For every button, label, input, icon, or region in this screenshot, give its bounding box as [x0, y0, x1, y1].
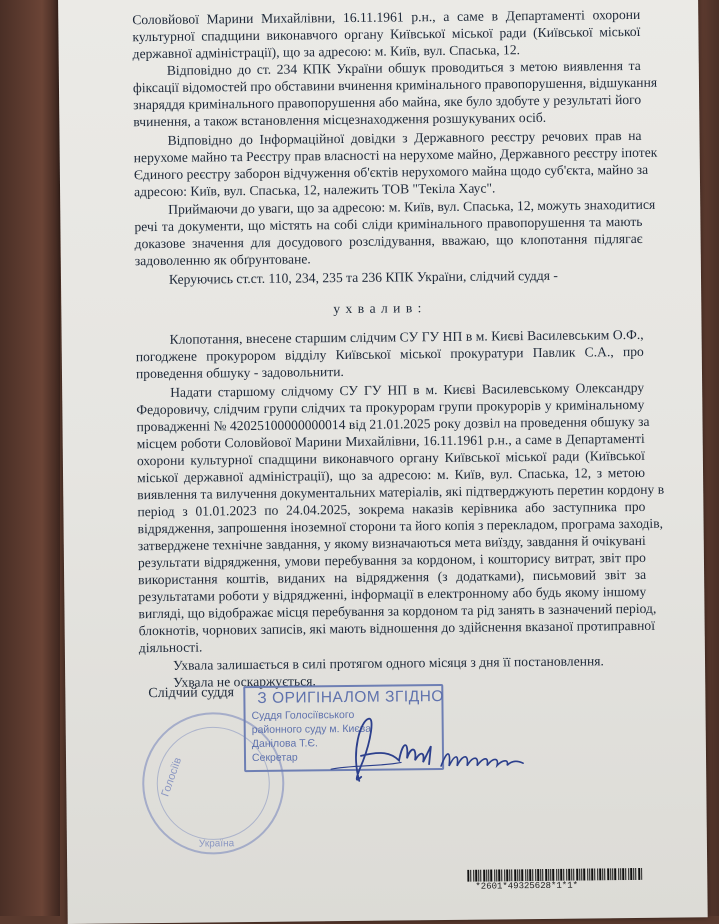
barcode-bar [594, 868, 595, 880]
ruling-heading: у х в а л и в : [333, 300, 423, 317]
barcode-bar [633, 868, 634, 880]
text-line: Відповідно до ст. 234 КПК України обшук проводиться з метою виявлення та [166, 57, 641, 78]
text-line: відрядження, запрошення іноземної сторони та його копія з перекладом, програма заходів, [137, 515, 664, 537]
barcode-bar [486, 870, 487, 882]
barcode-bar [563, 869, 564, 881]
barcode-bar [521, 869, 523, 881]
stamp-line: Суддя Голосіївського [251, 708, 355, 723]
seal-text-bottom: Україна [198, 838, 235, 850]
barcode-bar [501, 869, 502, 881]
barcode-bar [514, 869, 516, 881]
text-line: проведення обшуку - задовольнити. [135, 364, 344, 382]
barcode-bar [552, 869, 554, 881]
barcode-bar [467, 870, 469, 882]
judge-signature-label: Слідчий суддя [148, 685, 235, 702]
document-page [58, 0, 708, 924]
stamp-line: Секретар [251, 751, 298, 765]
text-line: погоджене прокурором відділу Київської міської прокуратури Павлик С.А., про [135, 343, 644, 365]
barcode-bar [496, 869, 497, 881]
handwritten-signature [291, 709, 542, 792]
barcode-bar [525, 869, 526, 881]
stamp-heading: З ОРИГІНАЛОМ ЗГІДНО [257, 687, 445, 707]
barcode-bar [470, 870, 471, 882]
desk-background-left [0, 0, 60, 916]
barcode-bar [545, 869, 547, 881]
barcode-bar [488, 870, 489, 882]
text-line: затверджене технічне завдання, у якому визначаються мета виїзду, завдання й очікувані [137, 532, 646, 554]
barcode-bar [573, 869, 574, 881]
text-line: виявлення та вилучення документальних матеріалів, які підтверджують перетин кордону в [137, 481, 665, 503]
barcode-bar [558, 869, 559, 881]
barcode-number: *2601*49325628*1*1* [475, 880, 579, 892]
barcode-bar [591, 868, 593, 880]
text-line: державної адміністрації), що за адресою: м. Київ, вул. Спаська, 12. [132, 42, 521, 62]
text-line: фіксації відомостей про обставини вчинення кримінального правопорушення, відшукання [132, 74, 658, 96]
barcode-bar [556, 869, 557, 881]
barcode-bar [490, 870, 492, 882]
barcode-bar [604, 868, 605, 880]
text-line: результати відрядження, умови перебування за кордоном, і кошторису витрат, звіт про [137, 549, 647, 571]
barcode-bar [628, 868, 629, 880]
barcode-bar [509, 869, 510, 881]
barcode-bar [583, 869, 585, 881]
text-line: задоволенню як обґрунтоване. [134, 251, 311, 269]
barcode-bar [537, 869, 539, 881]
barcode-bar [612, 868, 613, 880]
text-line: Відповідно до Інформаційної довідки з Державного реєстру речових прав на [167, 127, 642, 148]
barcode-bar [581, 869, 582, 881]
barcode-bar [630, 868, 632, 880]
barcode-bar [566, 869, 567, 881]
text-line: Керуючись ст.ст. 110, 234, 235 та 236 КПК України, слідчий суддя - [168, 267, 558, 287]
barcode-bar [576, 869, 578, 881]
barcode-bar [641, 868, 642, 880]
barcode-bar [587, 868, 588, 880]
text-line: Соловйової Марини Михайлівни, 16.11.1961 р.н., а саме в Департаменті охорони [132, 6, 641, 28]
barcode-bar [480, 870, 481, 882]
text-line: нерухоме майно та Реєстру прав власності на нерухоме майно, Державного реєстру іпотек [133, 144, 658, 166]
barcode-bar [529, 869, 531, 881]
stamp-line: районного суду м. Києва [251, 722, 372, 737]
text-line: Приймаючи до уваги, що за адресою: м. Київ, вул. Спаська, 12, можуть знаходитися [168, 196, 656, 217]
barcode-bar [535, 869, 536, 881]
text-line: речі та документи, що містять на собі сліди кримінального правопорушення та мають [134, 213, 643, 235]
text-line: діяльності. [138, 639, 203, 656]
barcode-bar [610, 868, 611, 880]
barcode-bar [506, 869, 508, 881]
barcode-bar [504, 869, 505, 881]
barcode-bar [527, 869, 528, 881]
text-line: період з 01.01.2023 по 24.04.2025, зокрема наказів керівника або заступника про [137, 498, 646, 520]
barcode-bar [511, 869, 512, 881]
barcode-bar [475, 870, 477, 882]
text-line: використання коштів, виданих на відрядження (з додатками), письмовий звіт за [138, 566, 647, 588]
text-line: доказове значення для досудового розслідування, вважаю, що клопотання підлягає [134, 230, 643, 252]
barcode [467, 868, 642, 882]
text-line: Ухвала не оскаржується. [173, 673, 316, 690]
text-line: культурної спадщини виконавчого органу Київської міської ради (Київської міської [132, 23, 641, 45]
barcode-bar [494, 869, 495, 881]
text-line: знаряддя кримінального правопорушення або майна, яке було здобуте у результаті його [133, 91, 642, 113]
barcode-bar [622, 868, 624, 880]
text-line: провадженні № 42025100000000014 від 21.01.2025 року дозвіл на проведення обшуку за [136, 413, 650, 435]
text-line: Клопотання, внесене старшим слідчим СУ ГУ НП в м. Києві Василевським О.Ф., [169, 326, 644, 347]
barcode-bar [607, 868, 609, 880]
barcode-bar [599, 868, 601, 880]
barcode-bar [473, 870, 474, 882]
barcode-bar [620, 868, 621, 880]
text-line: вчинення, а також встановлення місцезнаходження розшукуваних осіб. [133, 109, 547, 130]
barcode-bar [597, 868, 598, 880]
barcode-bar [519, 869, 520, 881]
barcode-bar [589, 868, 590, 880]
text-line: Ухвала залишається в силі протягом одного місяця з дня її постановлення. [172, 653, 604, 673]
barcode-bar [483, 870, 485, 882]
text-line: адресою: Київ, вул. Спаська, 12, належить ТОВ "Текіла Хаус". [133, 180, 496, 200]
barcode-bar [548, 869, 549, 881]
barcode-bar [571, 869, 572, 881]
barcode-bar [498, 869, 500, 881]
text-line: результатами роботи у відрядженні, інформації в електронному або будь якому іншому [138, 583, 647, 605]
barcode-bar [602, 868, 603, 880]
barcode-bar [568, 869, 570, 881]
seal-text-left: Голосіїв [159, 755, 185, 799]
barcode-bar [614, 868, 616, 880]
text-line: Єдиного реєстру заборон відчуження об'єктів нерухомого майна щодо суб'єкта, майно за [133, 161, 649, 183]
stamp-line: Данілова Т.Є. [251, 737, 318, 751]
text-line: охорони культурної спадщини виконавчого органу Київської міської ради (Київської [136, 447, 645, 469]
barcode-bar [550, 869, 551, 881]
text-line: вигляді, що відображає місця перебування за кордоном та рід занять в зазначений період, [138, 600, 657, 622]
barcode-bar [517, 869, 518, 881]
barcode-bar [579, 869, 580, 881]
text-line: місцем роботи Соловйової Марини Михайлівни, 16.11.1961 р.н., а саме в Департаменті [136, 430, 645, 452]
barcode-bar [625, 868, 626, 880]
barcode-bar [542, 869, 543, 881]
barcode-bar [532, 869, 533, 881]
barcode-bar [638, 868, 640, 880]
barcode-bar [635, 868, 636, 880]
text-line: міської державної адміністрації), що за адресою: м. Київ, вул. Спаська, 12, з метою [136, 464, 646, 486]
text-line: блокнотів, чорнових записів, які мають відношення до здійснення вказаної протиправної [138, 617, 656, 639]
barcode-bar [560, 869, 562, 881]
barcode-bar [478, 870, 479, 882]
text-line: Надати старшому слідчому СУ ГУ НП в м. Києві Василевському Олександру [170, 379, 645, 400]
text-line: Федоровичу, слідчим групи слідчих та прокурорам групи прокурорів у кримінальному [136, 396, 645, 418]
barcode-bar [540, 869, 541, 881]
barcode-bar [618, 868, 619, 880]
